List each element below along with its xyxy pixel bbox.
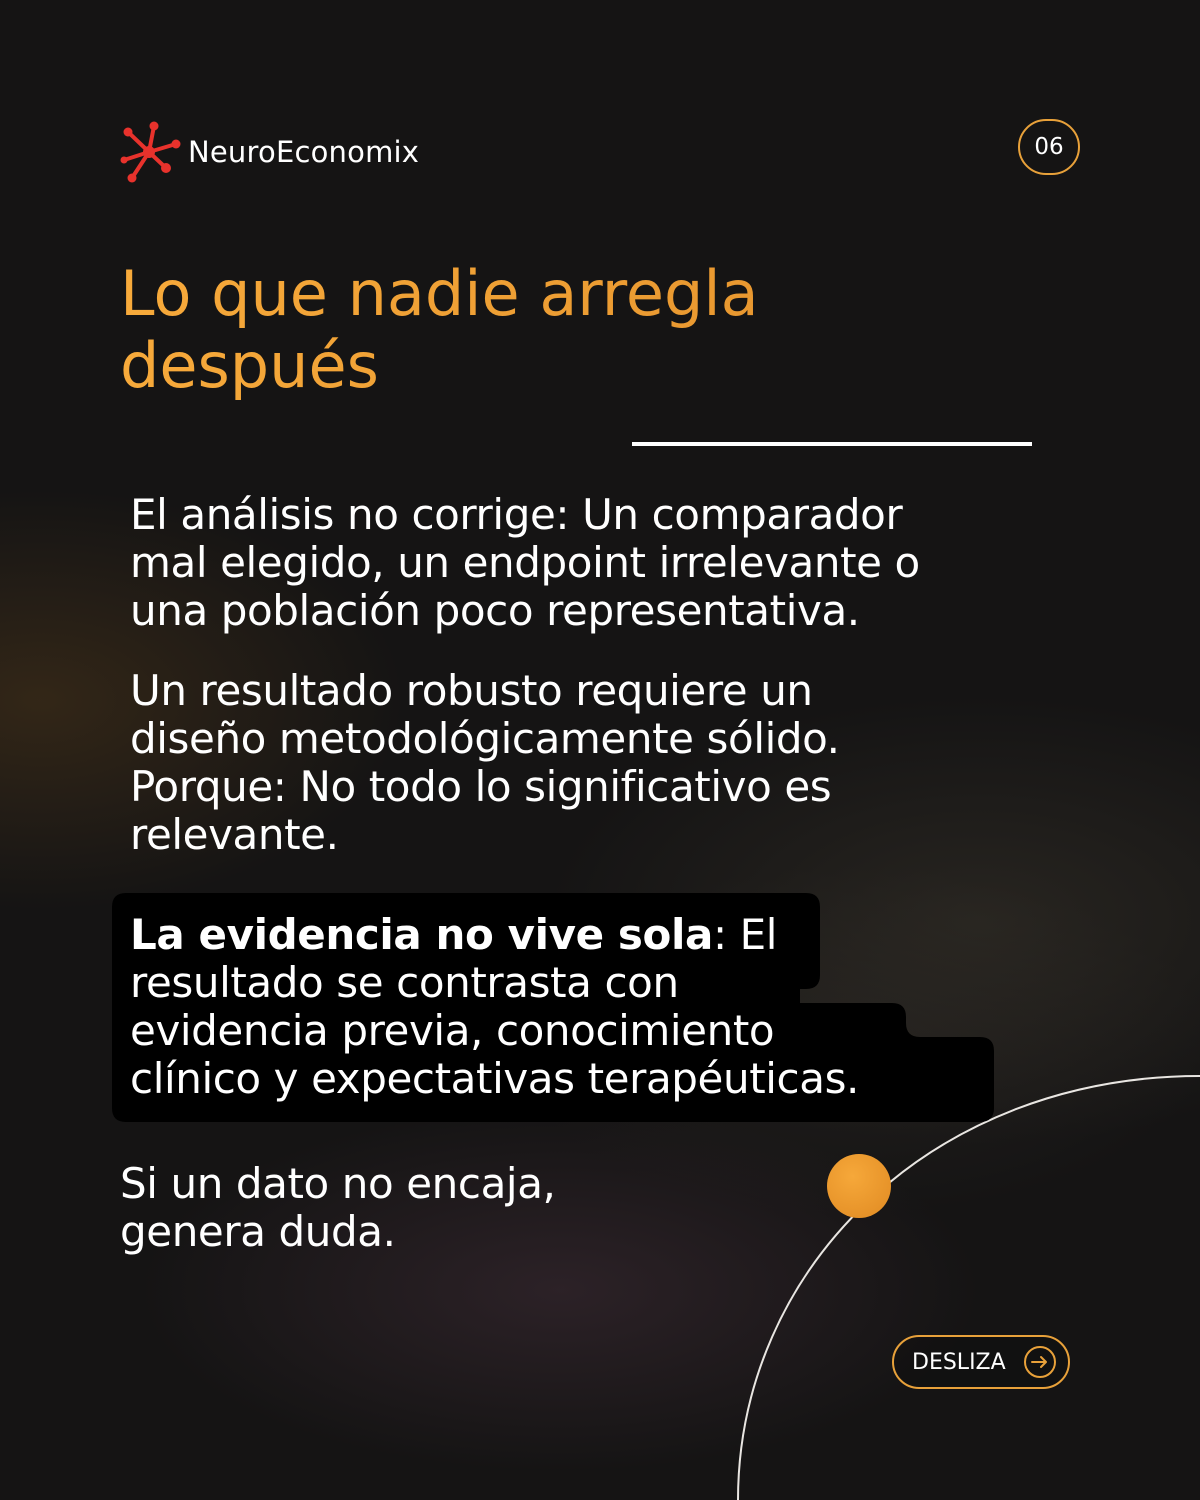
page-number-badge: 06 [1018,119,1080,175]
swipe-label: DESLIZA [912,1349,1006,1375]
text-line: resultado se contrasta con [130,958,679,1007]
text-line: mal elegido, un endpoint irrelevante o [130,538,920,587]
text-fragment: : El [712,910,778,959]
text-line: diseño metodológicamente sólido. [130,714,840,763]
text-line: genera duda. [120,1207,396,1256]
brand-name: NeuroEconomix [188,135,420,169]
text-line: evidencia previa, conocimiento [130,1006,775,1055]
title-line: Lo que nadie arregla [120,257,759,330]
text-line: Porque: No todo lo significativo es [130,762,832,811]
text-line: una población poco representativa. [130,586,860,635]
paragraph-evidence-highlight [130,911,859,1103]
title-line: después [120,329,379,402]
text-line [130,911,859,959]
arrow-right-circle-icon [1024,1346,1056,1378]
orange-dot-decoration [827,1154,891,1218]
text-line: Si un dato no encaja, [120,1159,556,1208]
text-line: clínico y expectativas terapéuticas. [130,1054,860,1103]
text-line: relevante. [130,810,339,859]
text-line: El análisis no corrige: Un comparador [130,490,903,539]
text-line: Un resultado robusto requiere un [130,666,813,715]
bold-phrase: La evidencia no vive sola [130,910,713,959]
closing-statement [120,1160,556,1256]
swipe-button[interactable] [892,1335,1070,1389]
